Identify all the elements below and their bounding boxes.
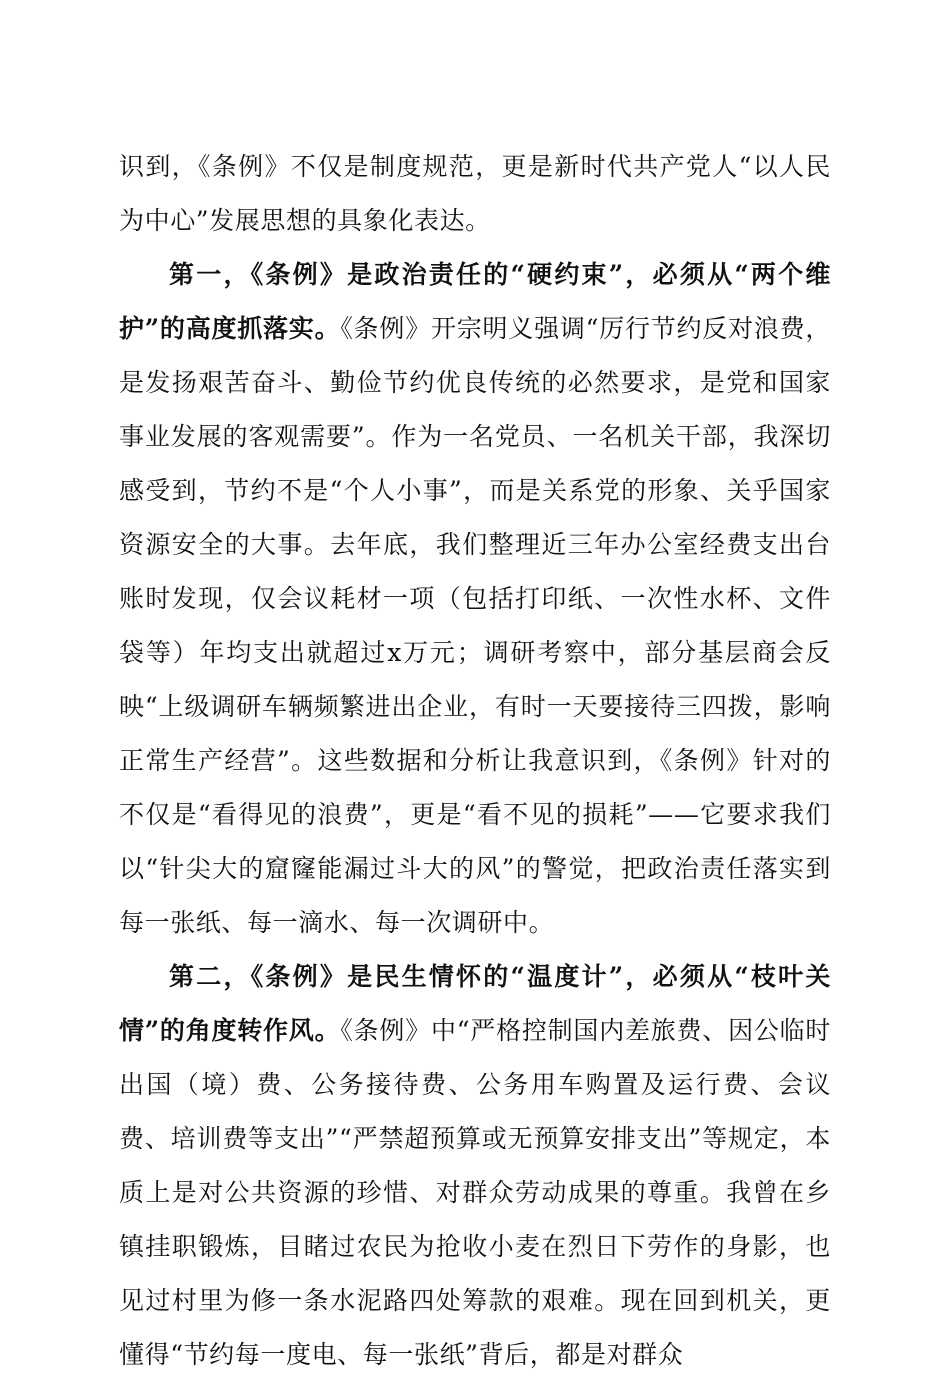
paragraph-text: 《条例》开宗明义强调“厉行节约反对浪费，是发扬艰苦奋斗、勤俭节约优良传统的必然要求，是党和国家事业发展的客观需要”。作为一名党员、一名机关干部，我深切感受到，节约不是“个人小事”，而是关系党的形象、关乎国家资源安全的大事。去年底，我们整理近三年办公室经费支出台账时发现，仅会议耗材一项（包括打印纸、一次性水杯、文件袋等）年均支出就超过x万元；调研考察中，部分基层商会反映“上级调研车辆频繁进出企业，有时一天要接待三四拨，影响正常生产经营”。这些数据和分析让我意识到，《条例》针对的不仅是“看得见的浪费”，更是“看不见的损耗”——它要求我们以“针尖大的窟窿能漏过斗大的风”的警觉，把政治责任落实到每一张纸、每一滴水、每一次调研中。 — [119, 314, 831, 937]
paragraph-lead-sentence: 第一，《条例》是政治责任的“硬约束”，必须从“两个维护”的高度抓落实。 — [119, 260, 831, 343]
document-body — [119, 140, 831, 1382]
paragraph-continuation — [119, 140, 831, 248]
paragraph-text: 《条例》中“严格控制国内差旅费、因公临时出国（境）费、公务接待费、公务用车购置及运行费、会议费、培训费等支出”“严禁超预算或无预算安排支出”等规定，本质上是对公共资源的珍惜、对群众劳动成果的尊重。我曾在乡镇挂职锻炼，目睹过农民为抢收小麦在烈日下劳作的身影，也见过村里为修一条水泥路四处筹款的艰难。现在回到机关，更懂得“节约每一度电、每一张纸”背后，都是对群众 — [119, 1016, 831, 1369]
paragraph-second-point — [119, 950, 831, 1382]
paragraph-lead-sentence: 第二，《条例》是民生情怀的“温度计”，必须从“枝叶关情”的角度转作风。 — [119, 962, 831, 1045]
paragraph-first-point — [119, 248, 831, 950]
paragraph-text: 识到，《条例》不仅是制度规范，更是新时代共产党人“以人民为中心”发展思想的具象化表达。 — [119, 152, 831, 235]
